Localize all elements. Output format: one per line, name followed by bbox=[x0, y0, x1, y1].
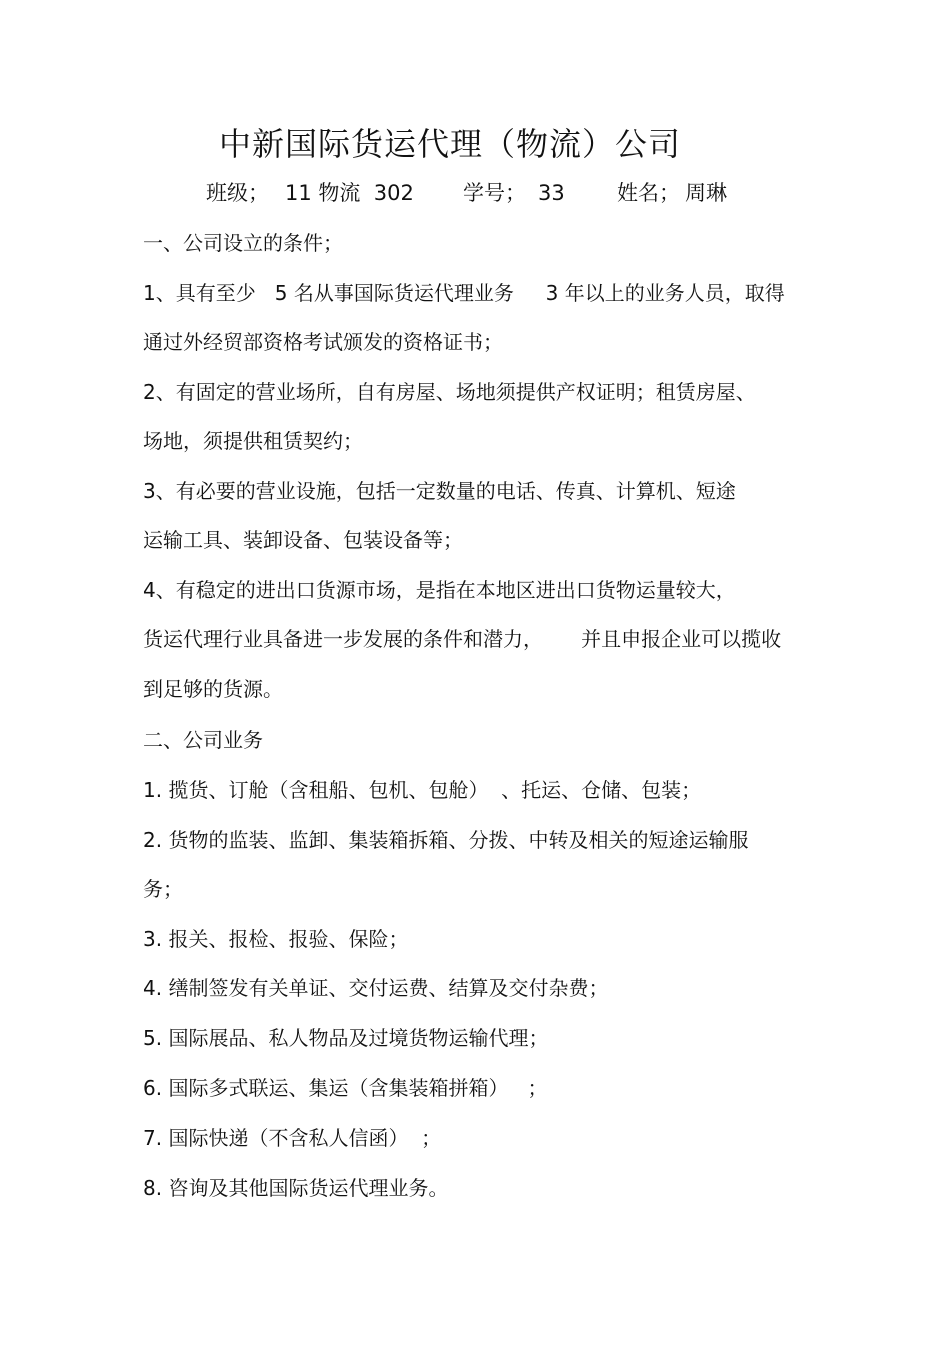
document-title: 中新国际货运代理（物流）公司 bbox=[218, 125, 681, 163]
paragraph-line: 1、具有至少 5 名从事国际货运代理业务 3 年以上的业务人员，取得 bbox=[143, 281, 785, 305]
paragraph-line: 2、有固定的营业场所，自有房屋、场地须提供产权证明；租赁房屋、 bbox=[143, 380, 756, 404]
list-item: 3. 报关、报检、报验、保险； bbox=[143, 927, 409, 951]
section-heading: 一、公司设立的条件； bbox=[143, 231, 343, 255]
paragraph-line: 通过外经贸部资格考试颁发的资格证书； bbox=[143, 330, 503, 354]
class-label: 班级； bbox=[206, 181, 269, 205]
list-item: 1. 揽货、订舱（含租船、包机、包舱） 、托运、仓储、包装； bbox=[143, 778, 702, 802]
student-name-label: 姓名； bbox=[617, 181, 680, 205]
student-id-value: 33 bbox=[538, 181, 565, 205]
list-item: 7. 国际快递（不含私人信函） ； bbox=[143, 1126, 442, 1150]
section-heading: 二、公司业务 bbox=[143, 728, 263, 752]
paragraph-line: 货运代理行业具备进一步发展的条件和潜力， 并且申报企业可以揽收 bbox=[143, 627, 782, 651]
student-id-label: 学号； bbox=[463, 181, 526, 205]
student-name-value: 周琳 bbox=[685, 181, 727, 205]
paragraph-line: 4、有稳定的进出口货源市场，是指在本地区进出口货物运量较大， bbox=[143, 578, 736, 602]
paragraph-line: 3、有必要的营业设施，包括一定数量的电话、传真、计算机、短途 bbox=[143, 479, 736, 503]
list-item: 5. 国际展品、私人物品及过境货物运输代理； bbox=[143, 1026, 549, 1050]
list-item: 务； bbox=[143, 877, 183, 901]
paragraph-line: 到足够的货源。 bbox=[143, 677, 283, 701]
paragraph-line: 运输工具、装卸设备、包装设备等； bbox=[143, 528, 463, 552]
list-item: 6. 国际多式联运、集运（含集装箱拼箱） ； bbox=[143, 1076, 548, 1100]
list-item: 2. 货物的监装、监卸、集装箱拆箱、分拨、中转及相关的短途运输服 bbox=[143, 828, 749, 852]
list-item: 8. 咨询及其他国际货运代理业务。 bbox=[143, 1176, 449, 1200]
class-value: 11 物流 302 bbox=[285, 181, 414, 205]
list-item: 4. 缮制签发有关单证、交付运费、结算及交付杂费； bbox=[143, 976, 609, 1000]
paragraph-line: 场地，须提供租赁契约； bbox=[143, 429, 363, 453]
